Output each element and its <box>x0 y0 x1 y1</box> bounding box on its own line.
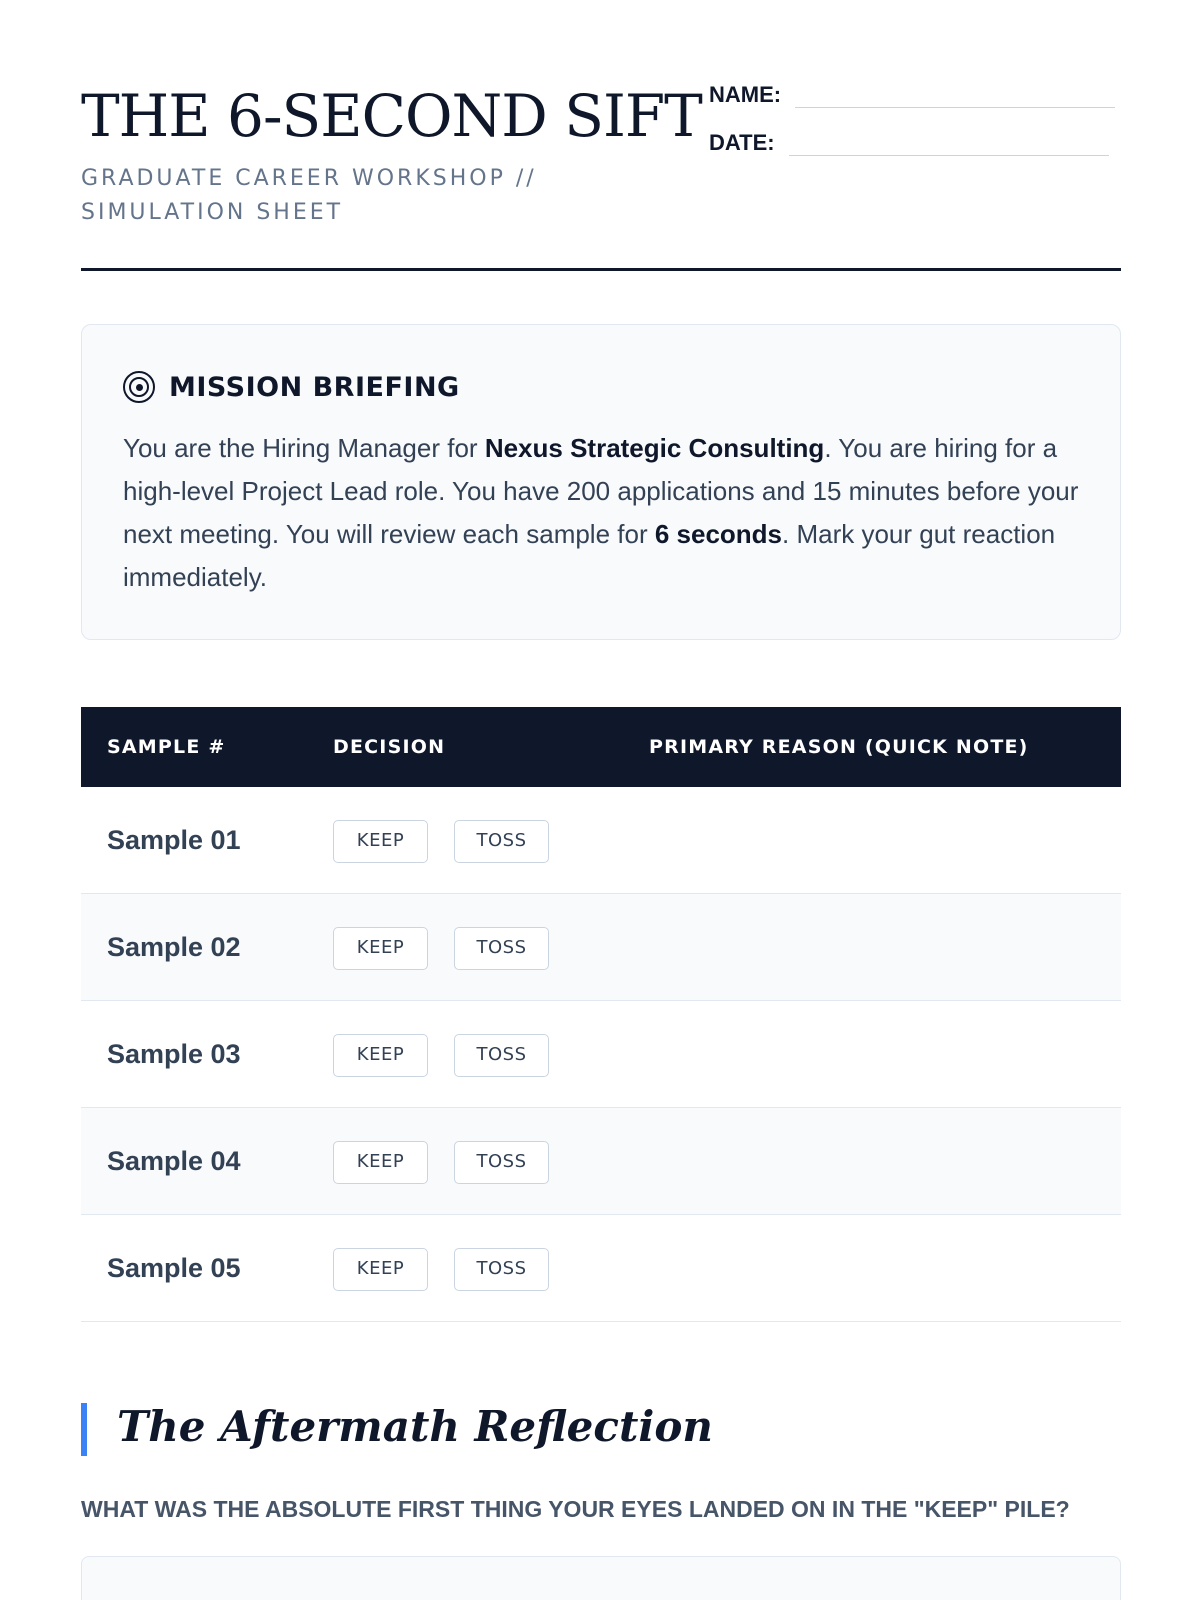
name-field <box>709 82 1115 108</box>
sample-label: Sample 03 <box>107 1039 241 1069</box>
column-header-decision: DECISION <box>333 736 446 758</box>
sample-label: Sample 02 <box>107 932 241 962</box>
table-row <box>81 1108 1121 1215</box>
reflection-question: WHAT WAS THE ABSOLUTE FIRST THING YOUR EYES LANDED ON IN THE "KEEP" PILE? <box>81 1496 1070 1522</box>
toss-button[interactable]: TOSS <box>454 1034 549 1077</box>
briefing-title: MISSION BRIEFING <box>169 371 460 403</box>
keep-button[interactable]: KEEP <box>333 1141 428 1184</box>
date-input-line[interactable] <box>789 130 1109 156</box>
sample-label: Sample 05 <box>107 1253 241 1283</box>
briefing-heading <box>123 371 460 403</box>
sample-label: Sample 01 <box>107 825 241 855</box>
decision-table <box>81 707 1121 1322</box>
column-header-sample: SAMPLE # <box>107 736 226 758</box>
page-title: THE 6-SECOND SIFT <box>81 82 702 150</box>
header <box>81 0 1121 271</box>
name-input-line[interactable] <box>795 82 1115 108</box>
table-row <box>81 1215 1121 1322</box>
review-duration: 6 seconds <box>654 519 783 549</box>
mission-briefing-card <box>81 324 1121 640</box>
table-row <box>81 1001 1121 1108</box>
company-name: Nexus Strategic Consulting <box>484 433 825 463</box>
keep-button[interactable]: KEEP <box>333 1248 428 1291</box>
table-header <box>81 707 1121 787</box>
sample-label: Sample 04 <box>107 1146 241 1176</box>
reflection-title: The Aftermath Reflection <box>117 1402 713 1451</box>
date-field <box>709 130 1109 156</box>
answer-textarea[interactable] <box>81 1556 1121 1600</box>
worksheet-page <box>81 0 1121 1600</box>
column-header-reason: PRIMARY REASON (QUICK NOTE) <box>649 736 1029 758</box>
reflection-accent-bar <box>81 1403 87 1456</box>
toss-button[interactable]: TOSS <box>454 1141 549 1184</box>
toss-button[interactable]: TOSS <box>454 927 549 970</box>
target-icon <box>123 371 155 403</box>
briefing-text: You are the Hiring Manager for Nexus Strategic Consulting. You are hiring for a high-level Project Lead role. You have 200 applications and 15 minutes before your next meeting. You will review each sample for 6 seconds. Mark your gut reaction immediately. <box>123 433 1079 592</box>
keep-button[interactable]: KEEP <box>333 820 428 863</box>
table-row <box>81 894 1121 1001</box>
name-label: NAME: <box>709 82 782 107</box>
page-subtitle: GRADUATE CAREER WORKSHOP // SIMULATION SHEET <box>81 166 537 225</box>
toss-button[interactable]: TOSS <box>454 1248 549 1291</box>
keep-button[interactable]: KEEP <box>333 927 428 970</box>
keep-button[interactable]: KEEP <box>333 1034 428 1077</box>
table-row <box>81 787 1121 894</box>
date-label: DATE: <box>709 130 775 155</box>
toss-button[interactable]: TOSS <box>454 820 549 863</box>
